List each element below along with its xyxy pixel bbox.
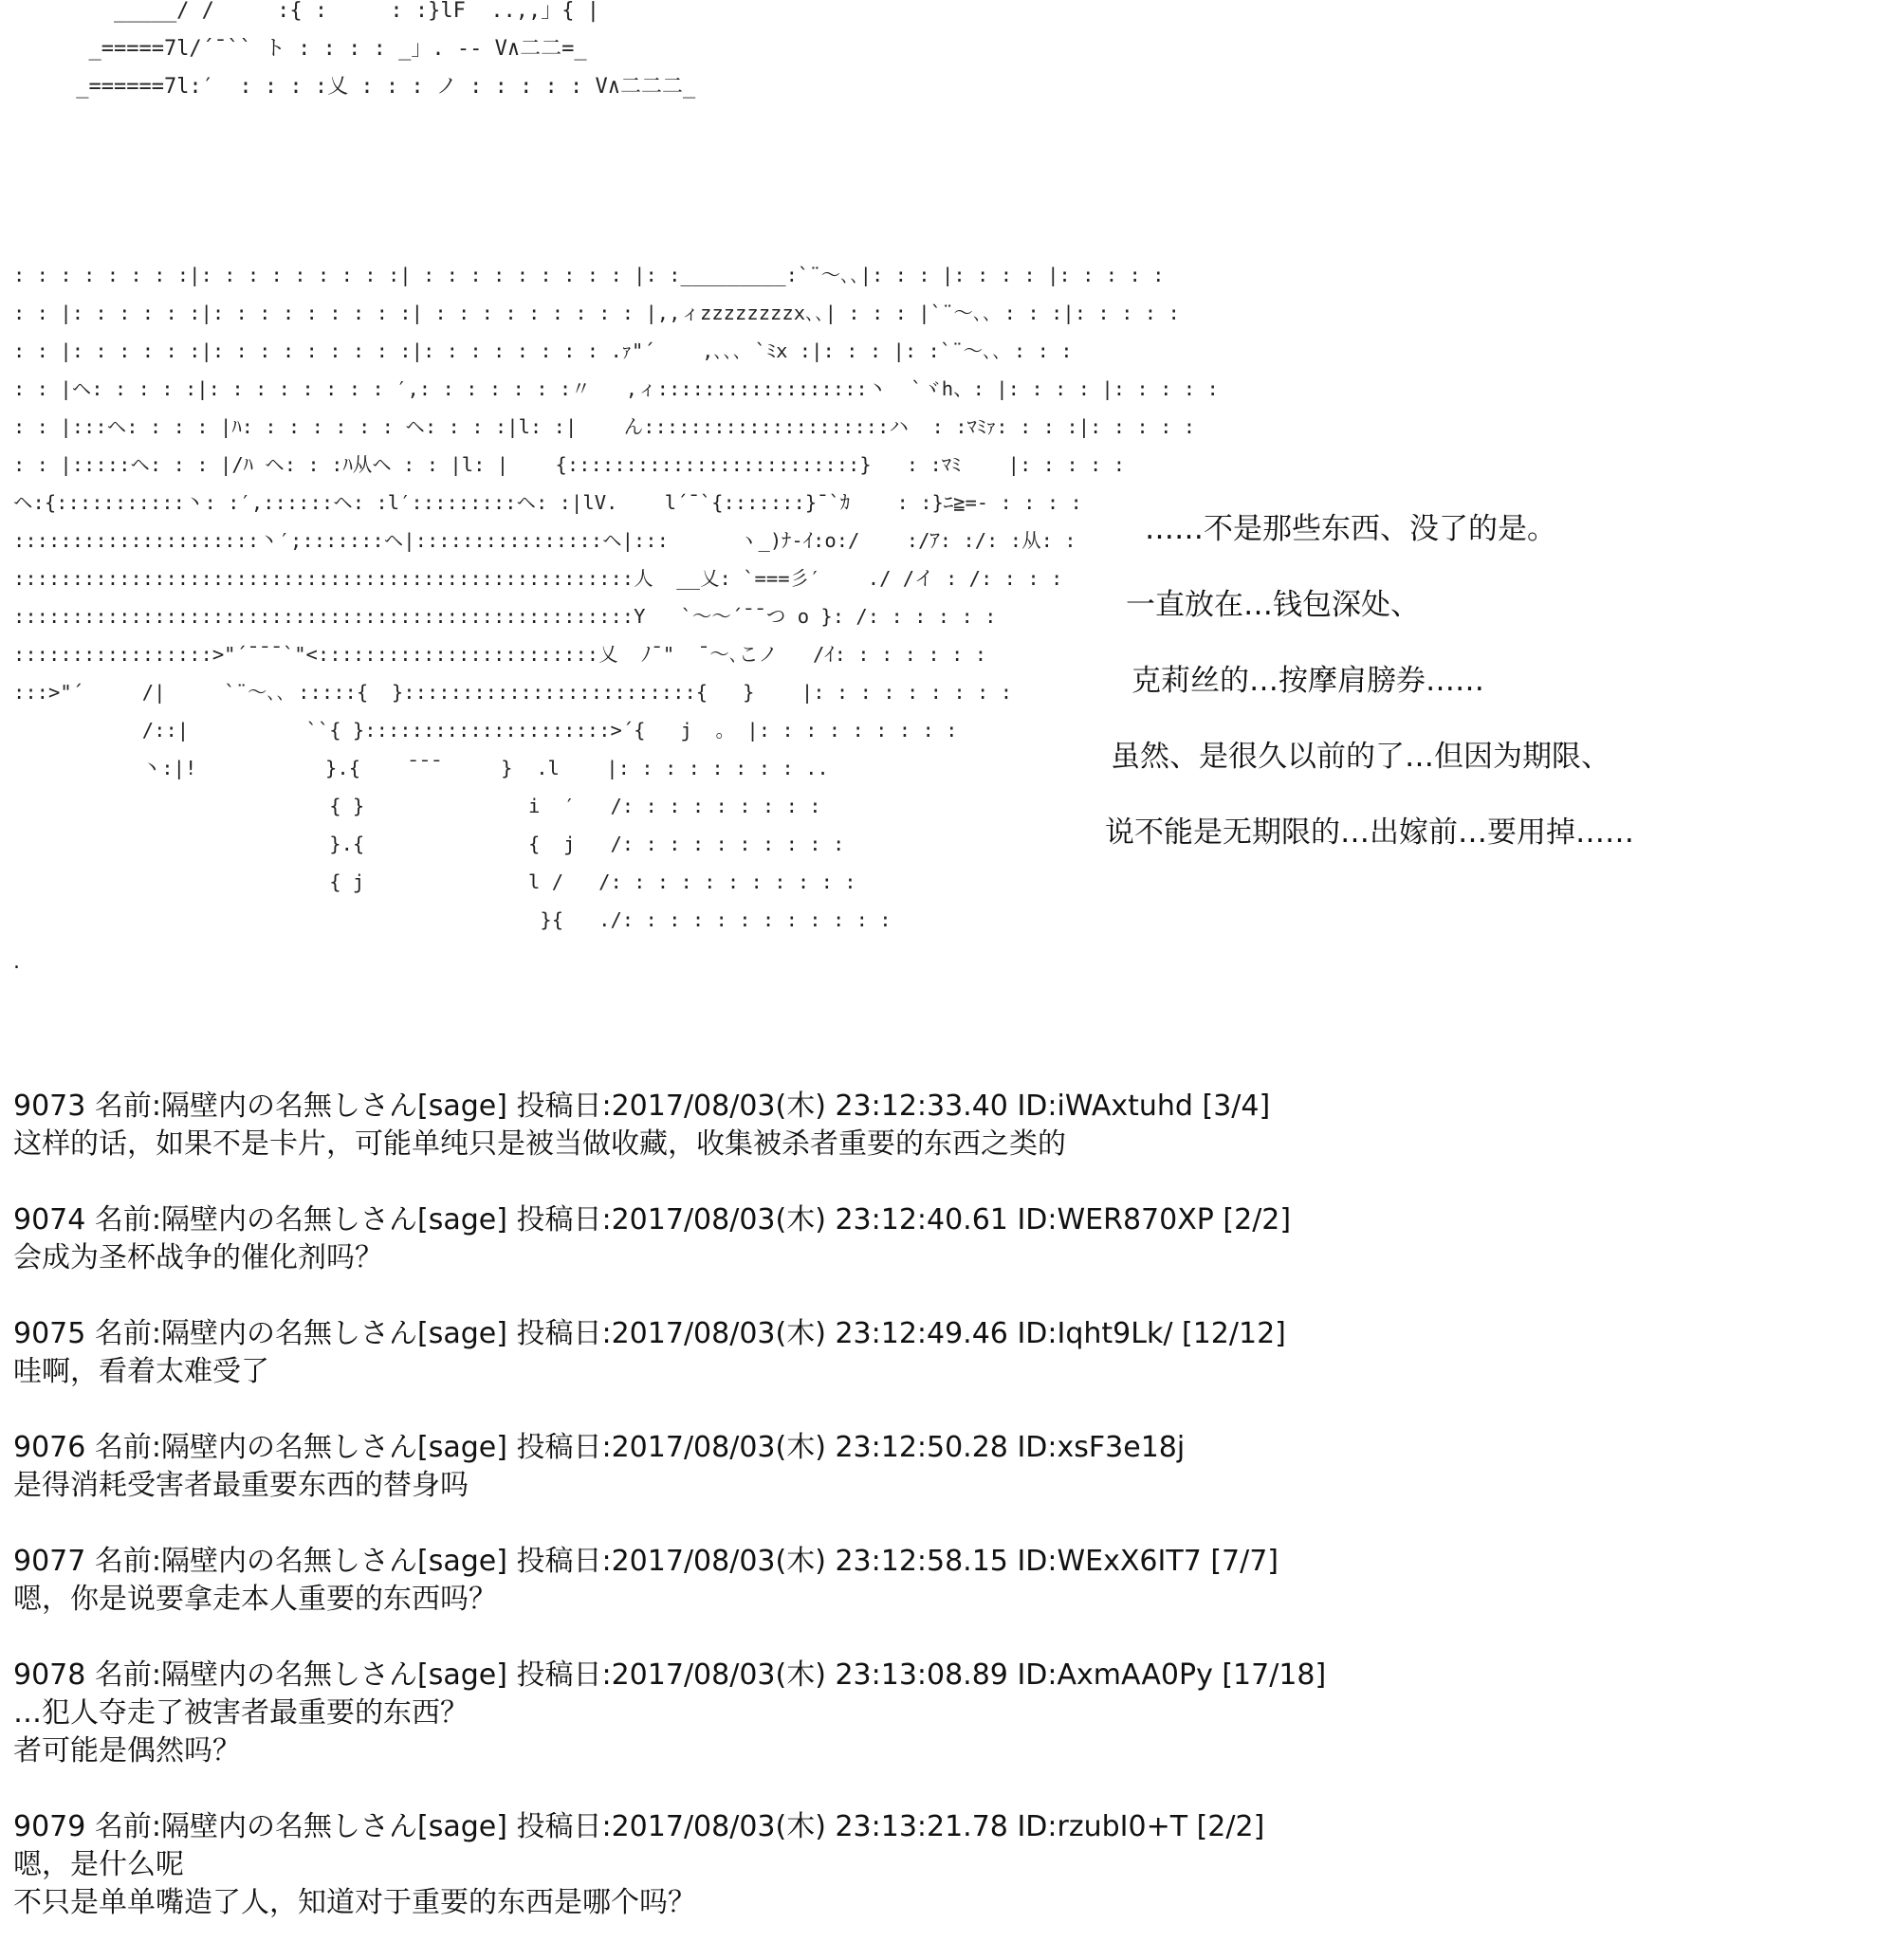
narration-line-4: 虽然、是很久以前的了…但因为期限、 bbox=[1111, 740, 1610, 774]
post-id: ID:WExX6IT7 [7/7] bbox=[1017, 1545, 1279, 1578]
narration-line-3: 克莉丝的…按摩肩膀券…… bbox=[1131, 664, 1484, 698]
post-body-line: 这样的话，如果不是卡片，可能单纯只是被当做收藏，收集被杀者重要的东西之类的 bbox=[13, 1127, 1066, 1161]
ascii-art-line: _=====7l/´¯`` ト : : : : _」. -- V∧二二=_ bbox=[13, 37, 587, 61]
ascii-art-line: : : |:::ヘ: : : : |ﾊ: : : : : : : ヘ: : : :|l: :| ん:::::::::::::::::::::ハ : :ﾏﾐｧ: : : :|: : : : : bbox=[13, 415, 1196, 438]
post-author: 名前:隔壁内の名無しさん[sage] bbox=[94, 1810, 507, 1843]
post-date: 投稿日:2017/08/03(木) 23:13:08.89 bbox=[516, 1658, 1008, 1692]
post-header bbox=[13, 1808, 1882, 1846]
narration-line-5: 说不能是无期限的…出嫁前…要用掉…… bbox=[1105, 815, 1634, 850]
ascii-art-line: :::::::::::::::::::::::::::::::::::::::::::::::::::::Y `～～´¯¯つ o }: /: : : : : : bbox=[13, 605, 997, 628]
ascii-art-line: _======7l:′ : : : :乂 : : : ノ : : : : : V∧二二二_ bbox=[13, 75, 696, 99]
ascii-art-line: /::| ``{ }:::::::::::::::::::::>´{ j 。 |: : : : : : : : : bbox=[13, 719, 958, 742]
post-number: 9076 bbox=[13, 1431, 86, 1464]
ascii-art-line: :::>"´ /| `¨～､､ :::::{ }:::::::::::::::::::::::::{ } |: : : : : : : : : bbox=[13, 681, 1013, 704]
ascii-art-line: :::::::::::::::::::::丶′;:::::::ヘ|::::::::::::::::ヘ|::: ヽ_)ﾅ-ｲ:o:/ :/ｱ: :/: :从: : bbox=[13, 529, 1076, 552]
post-date: 投稿日:2017/08/03(木) 23:12:33.40 bbox=[516, 1090, 1008, 1123]
post-id: ID:Iqht9Lk/ [12/12] bbox=[1017, 1317, 1286, 1350]
ascii-art-line: :::::::::::::::::>"´¯¯¯`"<::::::::::::::::::::::::乂 ﾉ¯" ¯～､こノ /ｲ: : : : : : : bbox=[13, 643, 987, 666]
post bbox=[13, 1543, 1882, 1619]
ascii-art-line: :::::::::::::::::::::::::::::::::::::::::::::::::::::人 __乂: `===彡′ ./ /イ : /: : : : bbox=[13, 567, 1063, 590]
post-id: ID:iWAxtuhd [3/4] bbox=[1017, 1090, 1271, 1123]
separator-dot: . bbox=[13, 950, 20, 974]
narration-line-1: ……不是那些东西、没了的是。 bbox=[1145, 512, 1556, 546]
post-author: 名前:隔壁内の名無しさん[sage] bbox=[94, 1545, 507, 1578]
post-author: 名前:隔壁内の名無しさん[sage] bbox=[94, 1090, 507, 1123]
post-date: 投稿日:2017/08/03(木) 23:13:21.78 bbox=[516, 1810, 1008, 1843]
ascii-art-line: }{ ./: : : : : : : : : : : : bbox=[13, 908, 892, 931]
post-date: 投稿日:2017/08/03(木) 23:12:49.46 bbox=[516, 1317, 1008, 1350]
post-date: 投稿日:2017/08/03(木) 23:12:58.15 bbox=[516, 1545, 1008, 1578]
ascii-art-line: : : : : : : : :|: : : : : : : : :| : : : : : : : : : |: :_________:`¨～､､|: : : |: : : : |: : : : : bbox=[13, 264, 1165, 286]
ascii-art-main bbox=[13, 256, 1219, 939]
post-number: 9078 bbox=[13, 1658, 86, 1692]
post bbox=[13, 1201, 1882, 1277]
ascii-art-line: _____/ / :{ : : :}lF ..,,」{ | bbox=[13, 0, 600, 23]
post-number: 9075 bbox=[13, 1317, 86, 1350]
post bbox=[13, 1657, 1882, 1770]
post-number: 9074 bbox=[13, 1203, 86, 1236]
ascii-art-line: : : |ヘ: : : : :|: : : : : : : : ′,: : : : : : :〃 ,ィ::::::::::::::::::丶 `ヾh、: |: : : : |: : : : : bbox=[13, 377, 1219, 400]
post-body-line: 是得消耗受害者最重要东西的替身吗 bbox=[13, 1469, 469, 1502]
post-id: ID:rzubI0+T [2/2] bbox=[1017, 1810, 1265, 1843]
post-body-line: 嗯，你是说要拿走本人重要的东西吗？ bbox=[13, 1583, 497, 1616]
post-number: 9073 bbox=[13, 1090, 86, 1123]
ascii-art-line: ヘ:{:::::::::::丶: :′,::::::ヘ: :l′:::::::::ヘ: :|lV. l´¯`{:::::::}¯`ｶ : :}ﾆ≧=- : : : : bbox=[13, 491, 1082, 514]
post bbox=[13, 1088, 1882, 1163]
post-number: 9077 bbox=[13, 1545, 86, 1578]
post-author: 名前:隔壁内の名無しさん[sage] bbox=[94, 1658, 507, 1692]
narration-line-2: 一直放在…钱包深处、 bbox=[1126, 588, 1420, 622]
post-date: 投稿日:2017/08/03(木) 23:12:40.61 bbox=[516, 1203, 1008, 1236]
ascii-art-line: { } i ′ /: : : : : : : : : bbox=[13, 795, 821, 817]
post-date: 投稿日:2017/08/03(木) 23:12:50.28 bbox=[516, 1431, 1008, 1464]
post-author: 名前:隔壁内の名無しさん[sage] bbox=[94, 1203, 507, 1236]
post bbox=[13, 1808, 1882, 1922]
post-header bbox=[13, 1088, 1882, 1126]
post-body-line: 哇啊，看着太难受了 bbox=[13, 1355, 269, 1388]
ascii-art-top bbox=[13, 0, 695, 106]
post-header bbox=[13, 1201, 1882, 1239]
post-number: 9079 bbox=[13, 1810, 86, 1843]
post-body-line: 嗯，是什么呢 bbox=[13, 1848, 184, 1881]
post-id: ID:WER870XP [2/2] bbox=[1017, 1203, 1292, 1236]
post bbox=[13, 1315, 1882, 1391]
post-body-line: …犯人夺走了被害者最重要的东西？ bbox=[13, 1696, 469, 1730]
post-author: 名前:隔壁内の名無しさん[sage] bbox=[94, 1317, 507, 1350]
post-id: ID:xsF3e18j bbox=[1017, 1431, 1186, 1464]
post-id: ID:AxmAA0Py [17/18] bbox=[1017, 1658, 1327, 1692]
post-body-line: 会成为圣杯战争的催化剂吗？ bbox=[13, 1241, 383, 1274]
post-body-line: 不只是单单嘴造了人，知道对于重要的东西是哪个吗？ bbox=[13, 1886, 696, 1919]
post bbox=[13, 1429, 1882, 1505]
ascii-art-line: 丶:|! }.{ ¯¯¯ } .l |: : : : : : : : .. bbox=[13, 757, 829, 779]
post-list bbox=[13, 1088, 1882, 1960]
ascii-art-line: : : |:::::ヘ: : : |/ﾊ ヘ: : :ﾊ从ヘ : : |l: | {:::::::::::::::::::::::::} : :ﾏﾐ |: : : : : bbox=[13, 453, 1126, 476]
ascii-art-line: }.{ { j /: : : : : : : : : : bbox=[13, 833, 845, 855]
post-body-line: 者可能是偶然吗？ bbox=[13, 1734, 241, 1768]
post-header bbox=[13, 1315, 1882, 1353]
ascii-art-line: : : |: : : : : :|: : : : : : : : :|: : : : : : : : .ｧ"´ ,､､､ `ﾐx :|: : : |: :`¨～､､ : : : bbox=[13, 339, 1073, 362]
ascii-art-line: { j l / /: : : : : : : : : : : bbox=[13, 870, 856, 893]
post-author: 名前:隔壁内の名無しさん[sage] bbox=[94, 1431, 507, 1464]
ascii-art-line: : : |: : : : : :|: : : : : : : : :| : : : : : : : : : |,,ィzzzzzzzzx､､| : : : |`¨～､､ : : :|: : : : : bbox=[13, 302, 1180, 324]
post-header bbox=[13, 1657, 1882, 1694]
post-header bbox=[13, 1429, 1882, 1467]
post-header bbox=[13, 1543, 1882, 1581]
